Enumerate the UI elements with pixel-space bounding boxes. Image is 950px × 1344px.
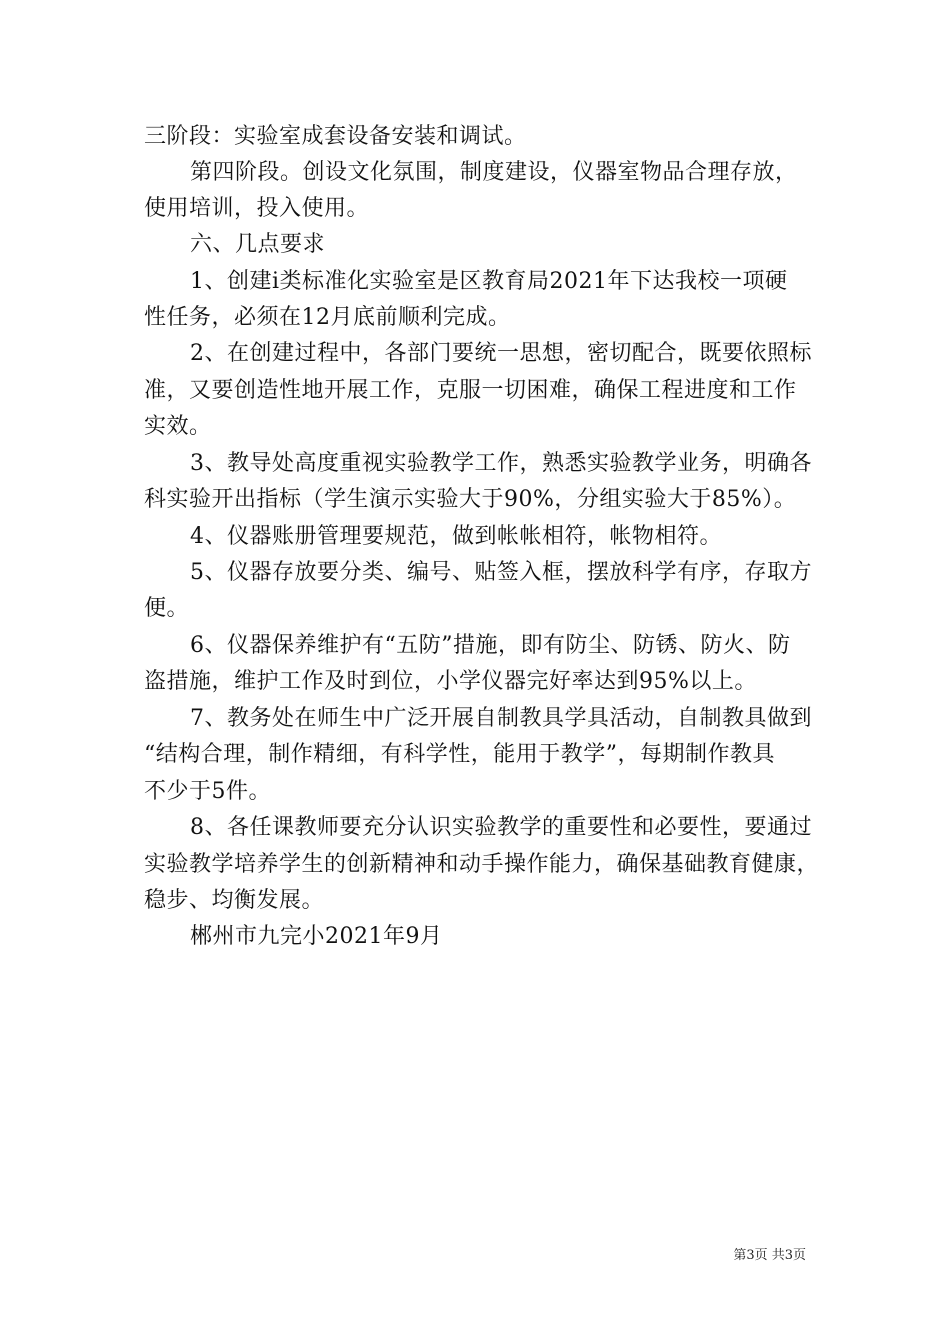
paragraph-line: 7、教务处在师生中广泛开展自制教具学具活动，自制教具做到: [190, 706, 812, 731]
paragraph-line: 第四阶段。创设文化氛围，制度建设，仪器室物品合理存放，: [190, 160, 798, 185]
signature-line: 郴州市九完小2021年9月: [190, 924, 443, 949]
paragraph-line: 使用培训，投入使用。: [144, 196, 370, 221]
paragraph-line: 6、仪器保养维护有“五防”措施，即有防尘、防锈、防火、防: [190, 633, 791, 658]
paragraph-line: 5、仪器存放要分类、编号、贴签入框，摆放科学有序，存取方: [190, 560, 812, 585]
paragraph-line: 性任务，必须在12月底前顺利完成。: [144, 305, 511, 330]
page-number: 第3页 共3页: [733, 1248, 806, 1263]
paragraph-line: 稳步、均衡发展。: [144, 888, 325, 913]
section-heading: 六、几点要求: [190, 232, 326, 257]
paragraph-line: 三阶段：实验室成套设备安装和调试。: [144, 124, 527, 149]
paragraph-line: 实效。: [144, 414, 212, 439]
paragraph-line: 便。: [144, 596, 190, 621]
paragraph-line: 8、各任课教师要充分认识实验教学的重要性和必要性，要通过: [190, 815, 812, 840]
paragraph-line: 科实验开出指标（学生演示实验大于90%，分组实验大于85%）。: [144, 487, 797, 512]
paragraph-line: “结构合理，制作精细，有科学性，能用于教学”，每期制作教具: [144, 742, 775, 767]
paragraph-line: 3、教导处高度重视实验教学工作，熟悉实验教学业务，明确各: [190, 451, 812, 476]
paragraph-line: 4、仪器账册管理要规范，做到帐帐相符，帐物相符。: [190, 524, 722, 549]
paragraph-line: 2、在创建过程中，各部门要统一思想，密切配合，既要依照标: [190, 341, 812, 366]
paragraph-line: 不少于5件。: [144, 779, 271, 804]
paragraph-line: 盗措施，维护工作及时到位，小学仪器完好率达到95%以上。: [144, 669, 757, 694]
paragraph-line: 实验教学培养学生的创新精神和动手操作能力，确保基础教育健康，: [144, 852, 820, 877]
paragraph-line: 准，又要创造性地开展工作，克服一切困难，确保工程进度和工作: [144, 378, 797, 403]
paragraph-line: 1、创建ⅰ类标准化实验室是区教育局2021年下达我校一项硬: [190, 269, 788, 294]
